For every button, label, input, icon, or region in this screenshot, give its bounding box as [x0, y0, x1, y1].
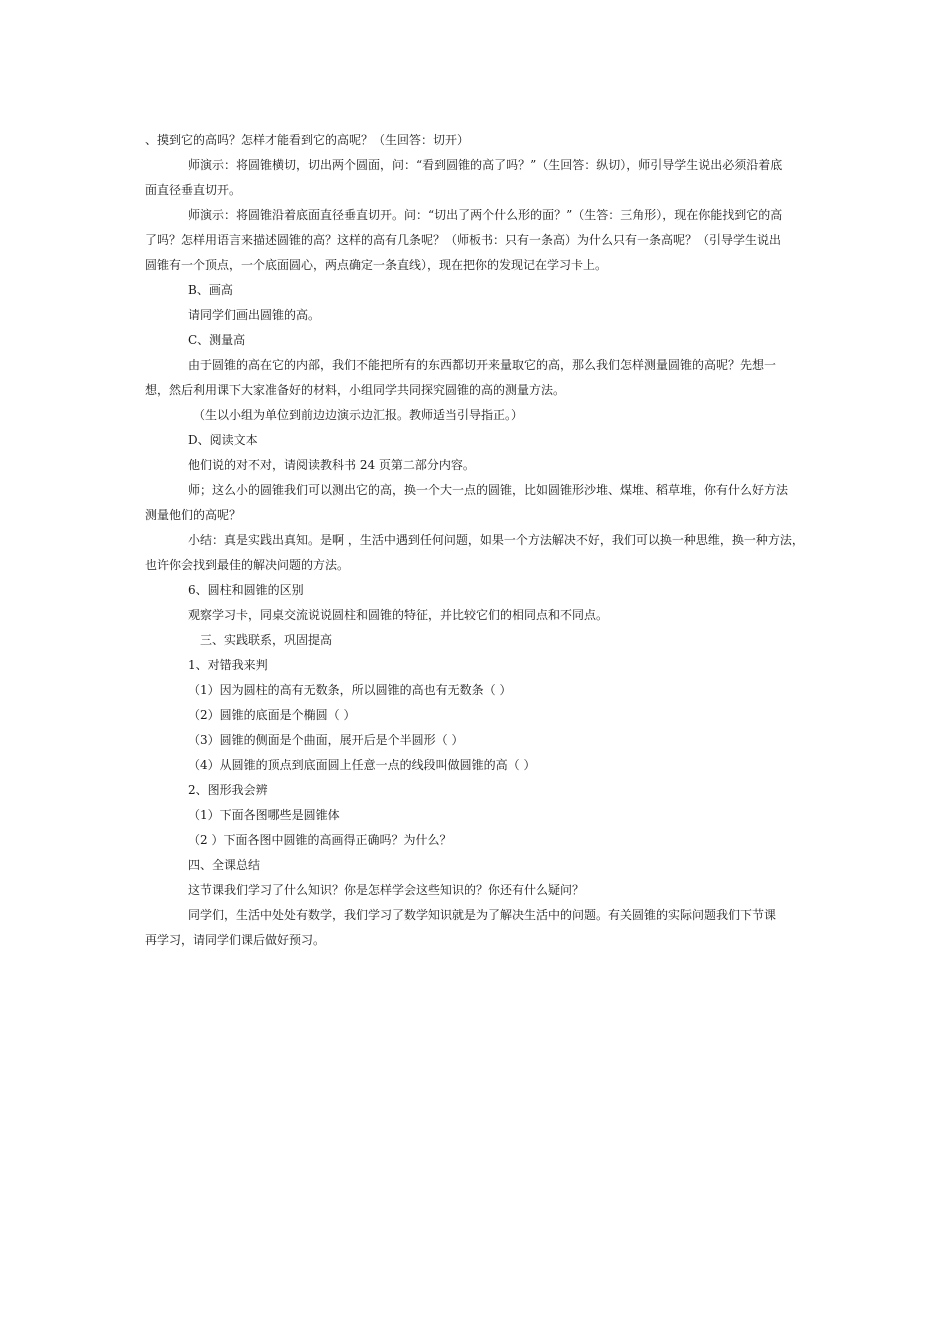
paragraph-line: （生以小组为单位到前边边演示边汇报。教师适当引导指正。）	[193, 408, 524, 422]
section-heading: B、画高	[188, 283, 233, 297]
paragraph-line: 由于圆锥的高在它的内部，我们不能把所有的东西都切开来量取它的高，那么我们怎样测量圆锥的高呢？先想一	[188, 358, 777, 372]
section-heading: 1、对错我来判	[188, 658, 268, 672]
list-item: （4）从圆锥的顶点到底面圆上任意一点的线段叫做圆锥的高（ ）	[188, 758, 536, 772]
paragraph-line: 面直径垂直切开。	[145, 183, 242, 197]
document-page	[145, 128, 815, 953]
paragraph-line: 再学习，请同学们课后做好预习。	[145, 933, 326, 947]
section-heading: C、测量高	[188, 333, 246, 347]
section-heading: D、阅读文本	[188, 433, 258, 447]
section-heading: 2、图形我会辨	[188, 783, 268, 797]
paragraph-line: 想，然后利用课下大家准备好的材料，小组同学共同探究圆锥的高的测量方法。	[145, 383, 566, 397]
paragraph-line: 请同学们画出圆锥的高。	[188, 308, 321, 322]
paragraph-line: 了吗？怎样用语言来描述圆锥的高？这样的高有几条呢？（师板书：只有一条高）为什么只有一条高呢？（引导学生说出	[145, 233, 782, 247]
paragraph-line: 圆锥有一个顶点，一个底面圆心，两点确定一条直线），现在把你的发现记在学习卡上。	[145, 258, 608, 272]
section-heading: 三、实践联系，巩固提高	[200, 633, 333, 647]
paragraph-line: 师演示：将圆锥沿着底面直径垂直切开。问：“切出了两个什么形的面？”（生答：三角形），现在你能找到它的高	[188, 208, 783, 222]
list-item: （3）圆锥的侧面是个曲面，展开后是个半圆形（ ）	[188, 733, 464, 747]
paragraph-line: 师；这么小的圆锥我们可以测出它的高，换一个大一点的圆锥，比如圆锥形沙堆、煤堆、稻草堆，你有什么好方法	[188, 483, 789, 497]
list-item: （1）下面各图哪些是圆锥体	[188, 808, 340, 822]
paragraph-line: 、摸到它的高吗？怎样才能看到它的高呢？（生回答：切开）	[145, 133, 470, 147]
paragraph-line: 同学们，生活中处处有数学，我们学习了数学知识就是为了解决生活中的问题。有关圆锥的实际问题我们下节课	[188, 908, 777, 922]
paragraph-line: 师演示：将圆锥横切，切出两个圆面，问：“看到圆锥的高了吗？”（生回答：纵切），师引导学生说出必须沿着底	[188, 158, 783, 172]
paragraph-line: 也许你会找到最佳的解决问题的方法。	[145, 558, 350, 572]
paragraph-line: 这节课我们学习了什么知识？你是怎样学会这些知识的？你还有什么疑问？	[188, 883, 585, 897]
section-heading: 6、圆柱和圆锥的区别	[188, 583, 304, 597]
list-item: （2 ）下面各图中圆锥的高画得正确吗？为什么？	[188, 833, 452, 847]
paragraph-line: 他们说的对不对，请阅读教科书 24 页第二部分内容。	[188, 458, 475, 472]
list-item: （1）因为圆柱的高有无数条，所以圆锥的高也有无数条（ ）	[188, 683, 512, 697]
paragraph-line: 观察学习卡，同桌交流说说圆柱和圆锥的特征，并比较它们的相同点和不同点。	[188, 608, 609, 622]
list-item: （2）圆锥的底面是个椭圆（ ）	[188, 708, 356, 722]
paragraph-line: 测量他们的高呢？	[145, 508, 242, 522]
section-heading: 四、全课总结	[188, 858, 261, 872]
paragraph-line: 小结：真是实践出真知。是啊 ，生活中遇到任何问题，如果一个方法解决不好，我们可以换一种思维，换一种方法，	[188, 533, 804, 547]
